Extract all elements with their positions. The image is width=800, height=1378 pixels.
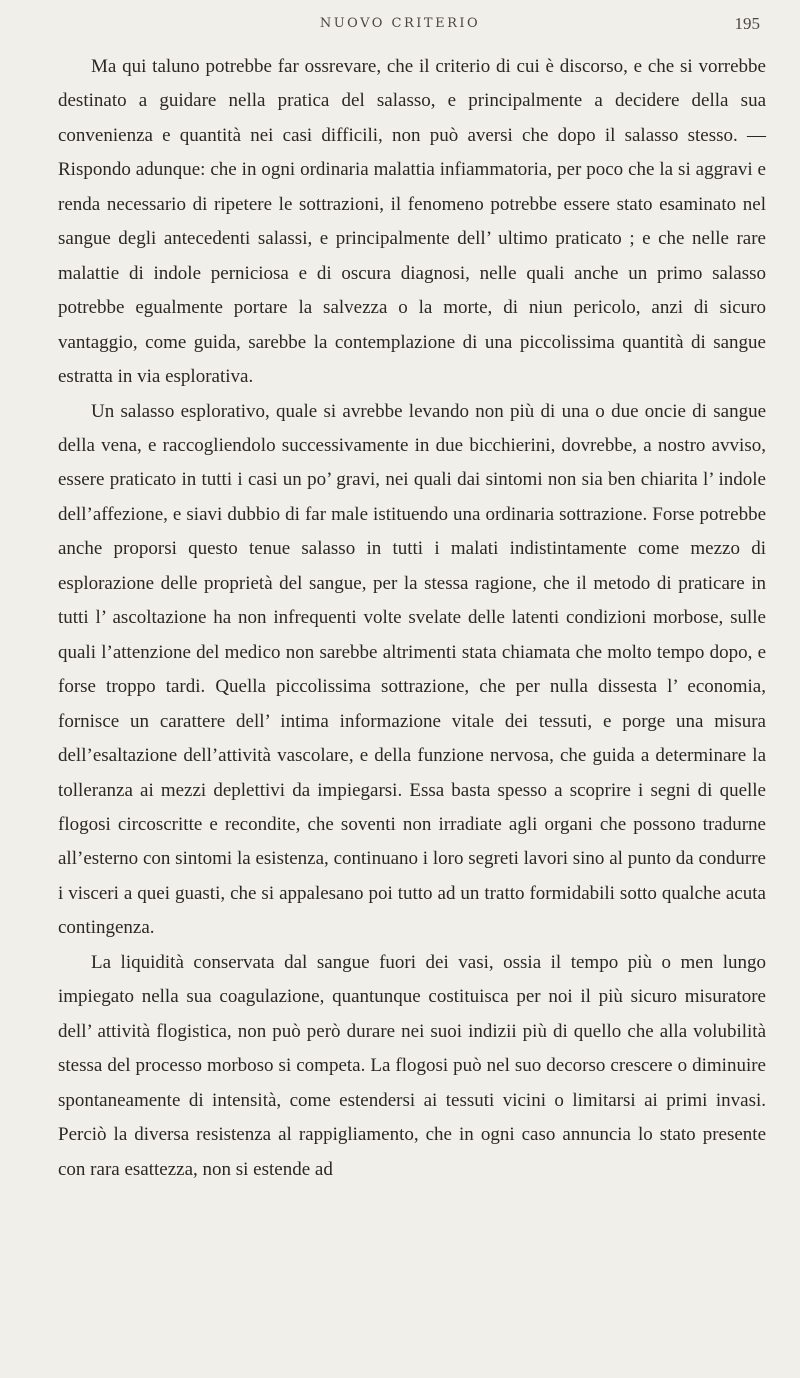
body-text — [58, 50, 766, 1187]
page-number: 195 — [734, 14, 760, 33]
running-head-title: NUOVO CRITERIO — [319, 16, 481, 31]
paragraph: La liquidità conservata dal sangue fuori dei vasi, ossia il tempo più o men lungo impiegato nella sua coagulazione, quantunque costituisca per noi il più sicuro misuratore dell’ attività flogistica, non può però durare nei suoi indizii più di quello che alla volubilità stessa del processo morboso si competa. La flogosi può nel suo decorso crescere o diminuire spontaneamente di intensità, come estendersi ai tessuti vicini o limitarsi ai primi invasi. Perciò la diversa resistenza al rappigliamento, che in ogni caso annuncia lo stato presente con rara esattezza, non si estende ad — [58, 951, 766, 1180]
paragraph: Ma qui taluno potrebbe far ossrevare, che il criterio di cui è discorso, e che si vorrebbe destinato a guidare nella pratica del salasso, e principalmente a decidere della sua convenienza e quantità nei casi difficili, non può aversi che dopo il salasso stesso. — Rispondo adunque: che in ogni ordinaria malattia infiammatoria, per poco che la si aggravi e renda necessario di ripetere le sottrazioni, il fenomeno potrebbe essere stato esaminato nel sangue degli antecedenti salassi, e principalmente dell’ ultimo praticato ; e che nelle rare malattie di indole perniciosa e di oscura diagnosi, nelle quali anche un primo salasso potrebbe egualmente portare la salvezza o la morte, di niun pericolo, anzi di sicuro vantaggio, come guida, sarebbe la contemplazione di una piccolissima quantità di sangue estratta in via esplorativa. — [58, 56, 766, 388]
running-head — [0, 14, 800, 44]
paragraph: Un salasso esplorativo, quale si avrebbe levando non più di una o due oncie di sangue della vena, e raccogliendolo successivamente in due bicchierini, dovrebbe, a nostro avviso, essere praticato in tutti i casi un po’ gravi, nei quali dai sintomi non sia ben chiarita l’ indole dell’affezione, e siavi dubbio di far male istituendo una ordinaria sottrazione. Forse potrebbe anche proporsi questo tenue salasso in tutti i malati indistintamente come mezzo di esplorazione delle proprietà del sangue, per la stessa ragione, che il metodo di praticare in tutti l’ ascoltazione ha non infrequenti volte svelate delle latenti condizioni morbose, sulle quali l’attenzione del medico non sarebbe altrimenti stata chiamata che molto tempo dopo, e forse troppo tardi. Quella piccolissima sottrazione, che per nulla dissesta l’ economia, fornisce un carattere dell’ intima informazione vitale dei tessuti, e porge una misura dell’esaltazione dell’attività vascolare, e della funzione nervosa, che guida a determinare la tolleranza ai mezzi deplettivi da impiegarsi. Essa basta spesso a scoprire i segni di quelle flogosi circoscritte e recondite, che soventi non irradiate agli organi che possono tradurne all’esterno con sintomi la esistenza, continuano i loro segreti lavori sino al punto da condurre i visceri a quei guasti, che si appalesano poi tutto ad un tratto formidabili sotto qualche acuta contingenza. — [58, 400, 766, 939]
